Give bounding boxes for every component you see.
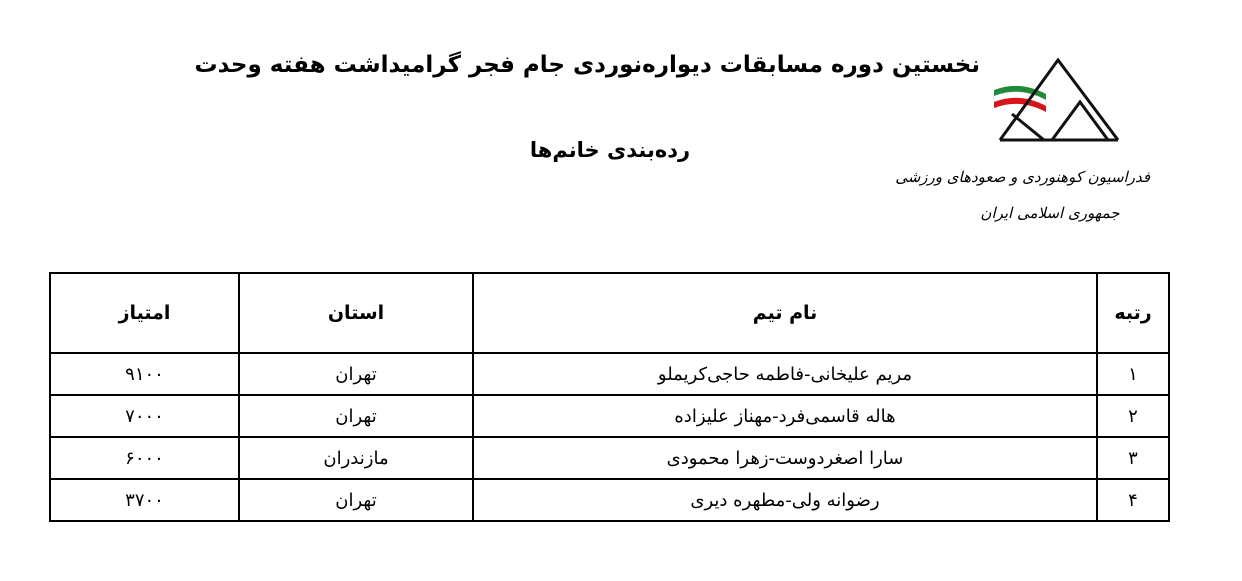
score-cell: ۷۰۰۰ xyxy=(50,395,239,437)
province-cell: تهران xyxy=(239,479,473,521)
rank-header: رتبه xyxy=(1097,273,1169,353)
score-header: امتیاز xyxy=(50,273,239,353)
standings-table xyxy=(49,272,1170,522)
logo-text-line2: جمهوری اسلامی ایران xyxy=(980,204,1120,222)
federation-logo xyxy=(895,52,1150,242)
score-cell: ۹۱۰۰ xyxy=(50,353,239,395)
table-row xyxy=(50,479,1169,521)
rank-cell: ۴ xyxy=(1097,479,1169,521)
rank-cell: ۳ xyxy=(1097,437,1169,479)
table-row xyxy=(50,353,1169,395)
logo-text-line1: فدراسیون کوهنوردی و صعودهای ورزشی xyxy=(895,168,1150,186)
province-cell: تهران xyxy=(239,353,473,395)
team-cell: رضوانه ولی-مطهره دیری xyxy=(473,479,1097,521)
province-header: استان xyxy=(239,273,473,353)
score-cell: ۳۷۰۰ xyxy=(50,479,239,521)
table-row xyxy=(50,437,1169,479)
score-cell: ۶۰۰۰ xyxy=(50,437,239,479)
rank-cell: ۱ xyxy=(1097,353,1169,395)
rank-cell: ۲ xyxy=(1097,395,1169,437)
mountain-logo-icon xyxy=(960,52,1150,162)
page-subtitle: رده‌بندی خانم‌ها xyxy=(529,138,691,162)
team-cell: هاله قاسمی‌فرد-مهناز علیزاده xyxy=(473,395,1097,437)
team-cell: سارا اصغردوست-زهرا محمودی xyxy=(473,437,1097,479)
table-row xyxy=(50,395,1169,437)
province-cell: تهران xyxy=(239,395,473,437)
team-header: نام تیم xyxy=(473,273,1097,353)
table-header-row xyxy=(50,273,1169,353)
page-title: نخستین دوره مسابقات دیواره‌نوردی جام فجر گرامیداشت هفته وحدت xyxy=(194,52,980,78)
province-cell: مازندران xyxy=(239,437,473,479)
team-cell: مریم علیخانی-فاطمه حاجی‌کریملو xyxy=(473,353,1097,395)
